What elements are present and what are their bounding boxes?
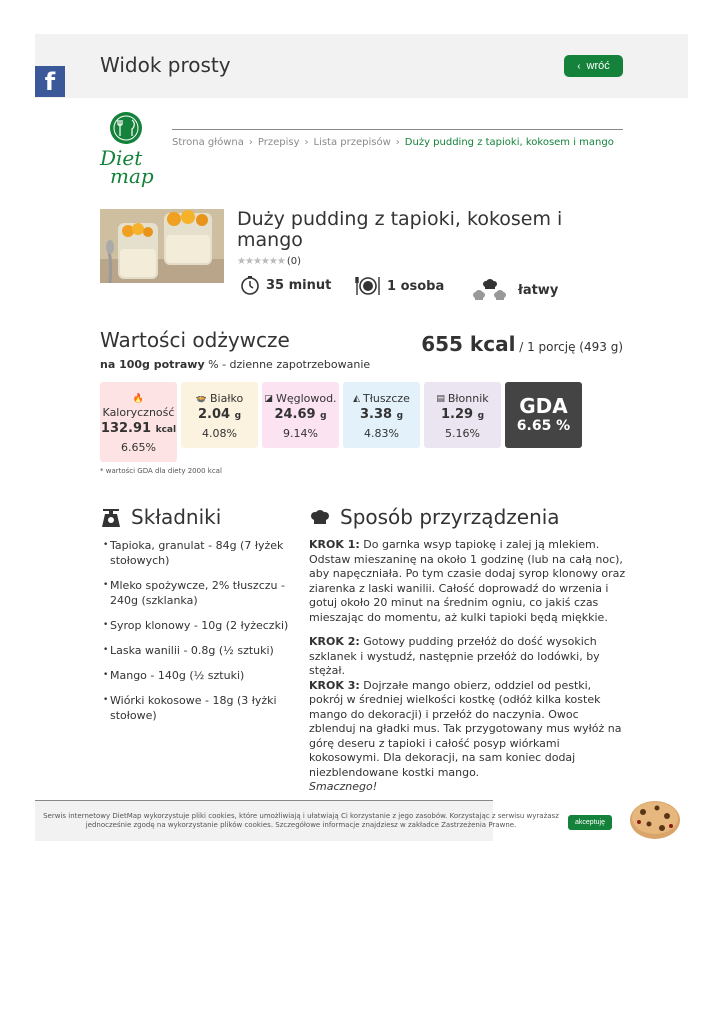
- cookie-icon: [627, 798, 683, 842]
- step-2: KROK 2: Gotowy pudding przełóż do dość wysokich szklanek i wystudź, następnie przełóż do lodówki, by stężał.: [309, 635, 600, 677]
- gda-value: 6.65 %: [516, 418, 571, 434]
- breadcrumb-divider: [172, 129, 623, 130]
- list-item: • Mango - 140g (½ sztuki): [103, 668, 293, 683]
- nutrition-title: Wartości odżywcze: [100, 328, 290, 352]
- accept-cookies-button[interactable]: akceptuję: [568, 815, 612, 830]
- step-3: KROK 3: Dojrzałe mango obierz, oddziel od pestki, pokrój w średniej wielkości kostkę (odłóż kilka kostek mango do dekoracji) i przełóż do naczynia. Owoc zblenduj na gładki mus. Tak przygotowany mus wyłóż na górę deseru z tapioki i całość posyp wiórkami kokosowymi. Dla dekoracji, na sam koniec dodaj niezblendowane kostki mango.: [309, 678, 622, 779]
- breadcrumb: [172, 137, 614, 148]
- nutrient-percent: 5.16%: [445, 427, 480, 440]
- facebook-share-button[interactable]: [35, 66, 65, 97]
- prep-time: [240, 275, 331, 295]
- flame-icon: 🔥: [132, 394, 145, 404]
- star-icon[interactable]: ★: [237, 256, 245, 267]
- list-item: • Wiórki kokosowe - 18g (3 łyżki stołowe): [103, 693, 293, 723]
- back-button-label: wróć: [586, 60, 610, 72]
- nutrition-subtitle-bold: na 100g potrawy: [100, 358, 205, 371]
- rating-count: (0): [286, 256, 301, 267]
- list-item: • Laska wanilii - 0.8g (½ sztuki): [103, 643, 293, 658]
- clock-icon: [240, 275, 260, 295]
- cookie-bar: [35, 800, 559, 841]
- star-icon[interactable]: ★: [244, 256, 253, 267]
- ingredients-heading: [101, 505, 221, 529]
- recipe-title: Duży pudding z tapioki, kokosem i mango: [237, 208, 563, 251]
- star-icon[interactable]: ★: [268, 256, 277, 267]
- nutrient-percent: 4.08%: [202, 427, 237, 440]
- recipe-photo: [100, 209, 224, 283]
- nutrient-label: Błonnik: [447, 392, 489, 405]
- gda-note: * wartości GDA dla diety 2000 kcal: [100, 467, 222, 475]
- nutrient-card-protein: [181, 382, 258, 448]
- fat-icon: ◭: [353, 394, 360, 404]
- nutrient-card-fiber: [424, 382, 501, 448]
- portion-kcal: [421, 332, 623, 356]
- breadcrumb-current: Duży pudding z tapioki, kokosem i mango: [404, 137, 614, 148]
- nutrient-card-fat: [343, 382, 420, 448]
- scale-icon: [101, 506, 121, 528]
- nutrient-label: Białko: [210, 392, 244, 405]
- preparation-steps: [309, 538, 627, 795]
- gda-label: GDA: [519, 394, 568, 418]
- nutrient-percent: 9.14%: [283, 427, 318, 440]
- breadcrumb-home[interactable]: Strona główna: [172, 137, 244, 148]
- breadcrumb-recipe-list[interactable]: Lista przepisów: [313, 137, 391, 148]
- servings: [355, 275, 444, 297]
- nutrition-subtitle-rest: % - dzienne zapotrzebowanie: [204, 358, 371, 371]
- plate-icon: [355, 275, 381, 297]
- protein-icon: 🍲: [195, 394, 208, 404]
- step-1: KROK 1: Do garnka wsyp tapiokę i zalej ją mlekiem. Odstaw mieszaninę na około 1 godzinę (lub na całą noc), aby napęczniała. Po tym czasie dodaj syrop klonowy oraz ziarenka z laski wanilii. Całość doprowadź do wrzenia i gotuj około 20 minut na średnim ogniu, co jakiś czas mieszając do momentu, aż kulki tapioki będą miękkie.: [309, 538, 626, 624]
- nutrient-value: 132.91 kcal: [100, 421, 177, 436]
- chevron-left-icon: ‹: [577, 60, 581, 72]
- preparation-heading: [310, 505, 560, 529]
- nutrient-label: Węglowod.: [275, 392, 337, 405]
- top-bar: [35, 34, 688, 98]
- servings-value: 1 osoba: [387, 278, 445, 294]
- closing-text: Smacznego!: [309, 780, 378, 793]
- star-icon[interactable]: ★: [260, 256, 269, 267]
- difficulty: [472, 278, 558, 302]
- nutrient-label: Tłuszcze: [363, 392, 410, 405]
- portion-kcal-value: 655 kcal: [421, 332, 516, 356]
- chef-hat-icon: [310, 508, 330, 526]
- logo-line2: map: [110, 164, 154, 188]
- chevron-right-icon: ›: [248, 137, 253, 148]
- page-title: Widok prosty: [100, 53, 231, 77]
- prep-time-value: 35 minut: [266, 277, 332, 293]
- cookie-text: Serwis internetowy DietMap wykorzystuje pliki cookies, które umożliwiają i ułatwiają Ci korzystanie z jego zasobów. Korzystając z serwisu wyrażasz jednocześnie zgodę na wykorzystanie plików cookies. Szczegółowe informacje znajdziesz w zakładce Zastrzeżenia Prawne.: [43, 812, 559, 829]
- nutrient-value: 24.69 g: [274, 407, 327, 422]
- chevron-right-icon: ›: [304, 137, 309, 148]
- nutrient-value: 1.29 g: [440, 407, 485, 422]
- chef-hat-icon: [472, 278, 508, 302]
- facebook-icon: f: [44, 68, 56, 96]
- dietmap-logo[interactable]: [98, 110, 164, 190]
- preparation-title: Sposób przyrządzenia: [340, 505, 560, 529]
- nutrient-percent: 4.83%: [364, 427, 399, 440]
- star-icon[interactable]: ★: [252, 256, 261, 267]
- back-button[interactable]: [564, 55, 623, 77]
- logo-line1: Diet: [100, 146, 143, 170]
- difficulty-value: łatwy: [518, 282, 559, 298]
- nutrient-percent: 6.65%: [121, 441, 156, 454]
- portion-kcal-label: / 1 porcję (493 g): [515, 340, 623, 354]
- list-item: • Syrop klonowy - 10g (2 łyżeczki): [103, 618, 293, 633]
- nutrition-subtitle: [100, 358, 370, 371]
- star-icon[interactable]: ★: [276, 256, 285, 267]
- ingredients-list: [103, 538, 293, 733]
- rating-stars[interactable]: [237, 256, 301, 267]
- list-item: • Mleko spożywcze, 2% tłuszczu - 240g (szklanka): [103, 578, 293, 608]
- ingredients-title: Składniki: [131, 505, 222, 529]
- nutrient-card-carbs: [262, 382, 339, 448]
- chevron-right-icon: ›: [395, 137, 400, 148]
- nutrient-label: Kaloryczność: [102, 406, 175, 419]
- carb-icon: ◪: [264, 394, 273, 404]
- list-item: • Tapioka, granulat - 84g (7 łyżek stołowych): [103, 538, 293, 568]
- breadcrumb-recipes[interactable]: Przepisy: [257, 137, 300, 148]
- nutrient-value: 2.04 g: [197, 407, 242, 422]
- nutrient-card-calories: [100, 382, 177, 462]
- nutrient-value: 3.38 g: [359, 407, 404, 422]
- fiber-icon: ▤: [436, 394, 445, 404]
- gda-card: [505, 382, 582, 448]
